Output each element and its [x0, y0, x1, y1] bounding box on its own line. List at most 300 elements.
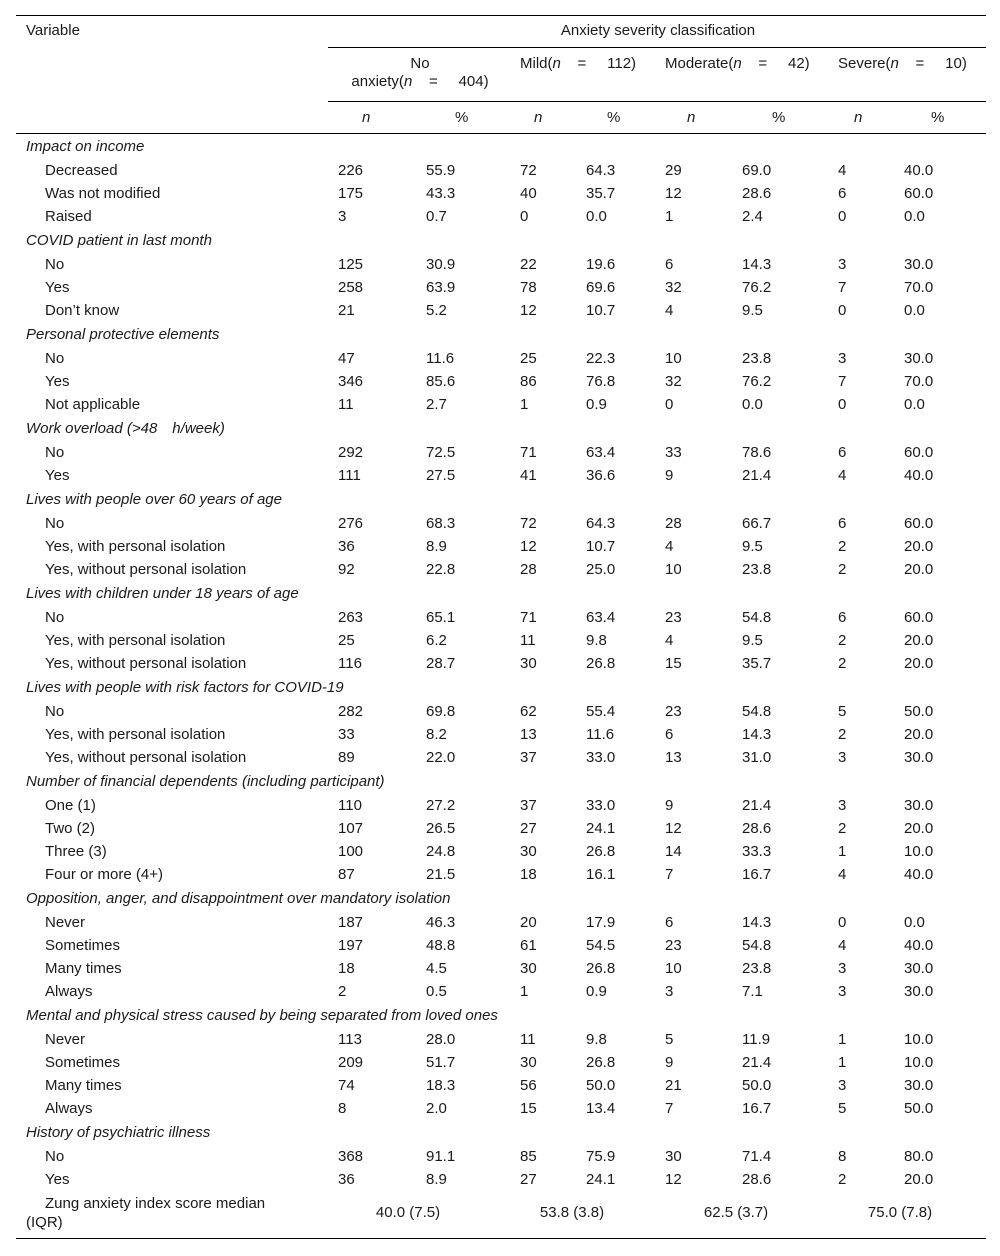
cell-count: 72 [520, 515, 537, 532]
cell-count: 85 [520, 1148, 537, 1165]
cell-percent: 35.7 [742, 655, 772, 672]
cell-count: 0 [665, 396, 674, 413]
header-group-moderate: Moderate(n = 42) [665, 55, 810, 72]
cell-count: 61 [520, 937, 537, 954]
cell-percent: 22.8 [426, 561, 456, 578]
cell-percent: 2.0 [426, 1100, 447, 1117]
row-label: Many times [45, 960, 122, 977]
cell-count: 276 [338, 515, 364, 532]
cell-count: 8 [838, 1148, 847, 1165]
cell-count: 3 [838, 1077, 847, 1094]
row-label: Sometimes [45, 1054, 121, 1071]
cell-count: 21 [338, 302, 355, 319]
cell-percent: 30.0 [904, 749, 934, 766]
row-label: Yes, with personal isolation [45, 726, 226, 743]
row-label: Yes, without personal isolation [45, 655, 247, 672]
cell-percent: 2.4 [742, 208, 763, 225]
cell-count: 2 [838, 632, 847, 649]
cell-count: 6 [838, 609, 847, 626]
section-title: Lives with people with risk factors for COVID-19 [26, 679, 344, 696]
cell-percent: 24.1 [586, 820, 616, 837]
cell-count: 74 [338, 1077, 355, 1094]
cell-percent: 6.2 [426, 632, 447, 649]
cell-count: 20 [520, 914, 537, 931]
stat-header-pct: % [931, 109, 945, 126]
cell-count: 78 [520, 279, 537, 296]
stat-header-n: n [687, 109, 696, 126]
cell-count: 21 [665, 1077, 682, 1094]
cell-count: 4 [838, 937, 847, 954]
cell-percent: 54.5 [586, 937, 616, 954]
cell-count: 9 [665, 467, 674, 484]
cell-count: 3 [838, 960, 847, 977]
cell-count: 3 [665, 983, 674, 1000]
cell-count: 30 [520, 960, 537, 977]
cell-count: 1 [520, 983, 529, 1000]
cell-count: 5 [665, 1031, 674, 1048]
cell-percent: 17.9 [586, 914, 616, 931]
footer-label: Zung anxiety index score median (IQR) [26, 1195, 266, 1231]
cell-count: 258 [338, 279, 364, 296]
cell-percent: 7.1 [742, 983, 763, 1000]
cell-count: 1 [665, 208, 674, 225]
cell-percent: 22.0 [426, 749, 456, 766]
cell-percent: 54.8 [742, 609, 772, 626]
cell-percent: 55.4 [586, 703, 616, 720]
section-title: Mental and physical stress caused by being separated from loved ones [26, 1007, 498, 1024]
cell-count: 47 [338, 350, 355, 367]
cell-count: 0 [520, 208, 529, 225]
cell-percent: 26.8 [586, 1054, 616, 1071]
cell-count: 28 [665, 515, 682, 532]
cell-percent: 27.5 [426, 467, 456, 484]
cell-count: 125 [338, 256, 364, 273]
cell-percent: 76.2 [742, 373, 772, 390]
section-title: Impact on income [26, 138, 145, 155]
cell-percent: 91.1 [426, 1148, 456, 1165]
row-label: Was not modified [45, 185, 161, 202]
cell-percent: 14.3 [742, 914, 772, 931]
cell-count: 0 [838, 396, 847, 413]
cell-count: 197 [338, 937, 364, 954]
cell-percent: 26.8 [586, 960, 616, 977]
cell-count: 368 [338, 1148, 364, 1165]
cell-count: 15 [665, 655, 682, 672]
group-header-rule [328, 101, 986, 102]
cell-percent: 50.0 [904, 703, 934, 720]
cell-count: 226 [338, 162, 364, 179]
row-label: No [45, 1148, 65, 1165]
header-group-title: Anxiety severity classification [560, 22, 756, 39]
cell-percent: 30.0 [904, 960, 934, 977]
cell-percent: 43.3 [426, 185, 456, 202]
cell-percent: 72.5 [426, 444, 456, 461]
cell-percent: 68.3 [426, 515, 456, 532]
cell-count: 23 [665, 703, 682, 720]
cell-count: 62 [520, 703, 537, 720]
cell-count: 12 [665, 1171, 682, 1188]
cell-percent: 9.5 [742, 302, 763, 319]
cell-count: 30 [520, 843, 537, 860]
header-group-severe: Severe(n = 10) [838, 55, 967, 72]
cell-percent: 63.9 [426, 279, 456, 296]
cell-percent: 16.7 [742, 1100, 772, 1117]
cell-percent: 20.0 [904, 655, 934, 672]
cell-percent: 40.0 [904, 937, 934, 954]
cell-percent: 8.9 [426, 538, 447, 555]
cell-percent: 40.0 [904, 162, 934, 179]
cell-percent: 30.0 [904, 983, 934, 1000]
cell-percent: 0.9 [586, 396, 607, 413]
cell-percent: 30.0 [904, 350, 934, 367]
cell-count: 116 [338, 655, 362, 672]
cell-percent: 20.0 [904, 726, 934, 743]
cell-percent: 46.3 [426, 914, 456, 931]
cell-count: 72 [520, 162, 537, 179]
cell-count: 7 [838, 373, 847, 390]
cell-percent: 10.7 [586, 538, 616, 555]
header-group-mild: Mild(n = 112) [520, 55, 637, 72]
cell-count: 4 [838, 162, 847, 179]
cell-count: 37 [520, 749, 537, 766]
cell-percent: 24.1 [586, 1171, 616, 1188]
cell-count: 33 [338, 726, 355, 743]
cell-count: 1 [838, 1031, 847, 1048]
cell-count: 28 [520, 561, 537, 578]
cell-percent: 14.3 [742, 726, 772, 743]
stat-header-n: n [854, 109, 863, 126]
cell-count: 1 [838, 1054, 847, 1071]
cell-percent: 36.6 [586, 467, 616, 484]
cell-percent: 8.9 [426, 1171, 447, 1188]
cell-percent: 30.0 [904, 1077, 934, 1094]
cell-percent: 76.8 [586, 373, 616, 390]
cell-count: 8 [338, 1100, 347, 1117]
cell-percent: 0.7 [426, 208, 447, 225]
cell-count: 9 [665, 797, 674, 814]
cell-percent: 11.6 [586, 726, 615, 743]
cell-count: 23 [665, 609, 682, 626]
cell-percent: 78.6 [742, 444, 772, 461]
cell-count: 87 [338, 866, 355, 883]
cell-count: 27 [520, 820, 537, 837]
section-title: History of psychiatric illness [26, 1124, 211, 1141]
cell-count: 113 [338, 1031, 362, 1048]
cell-count: 92 [338, 561, 355, 578]
cell-percent: 28.7 [426, 655, 456, 672]
cell-count: 4 [665, 632, 674, 649]
cell-count: 6 [665, 256, 674, 273]
cell-count: 6 [665, 726, 674, 743]
cell-percent: 0.5 [426, 983, 447, 1000]
row-label: One (1) [45, 797, 96, 814]
cell-count: 0 [838, 208, 847, 225]
stat-header-pct: % [607, 109, 621, 126]
cell-percent: 20.0 [904, 820, 934, 837]
cell-count: 346 [338, 373, 364, 390]
cell-count: 2 [338, 983, 347, 1000]
cell-count: 36 [338, 538, 355, 555]
row-label: Yes, with personal isolation [45, 538, 226, 555]
cell-count: 4 [665, 302, 674, 319]
stat-header-pct: % [455, 109, 469, 126]
cell-percent: 40.0 [904, 866, 934, 883]
header-bottom-rule [16, 133, 986, 134]
cell-percent: 21.4 [742, 797, 772, 814]
header-group-no-anxiety: No anxiety(n = 404) [351, 55, 489, 90]
section-title: Opposition, anger, and disappointment over mandatory isolation [26, 890, 451, 907]
cell-count: 40 [520, 185, 537, 202]
row-label: No [45, 444, 65, 461]
table-bottom-rule [16, 1238, 986, 1239]
cell-percent: 70.0 [904, 373, 934, 390]
cell-count: 9 [665, 1054, 674, 1071]
row-label: Yes [45, 1171, 70, 1188]
cell-percent: 0.0 [904, 914, 925, 931]
cell-percent: 23.8 [742, 561, 772, 578]
cell-percent: 13.4 [586, 1100, 616, 1117]
cell-percent: 22.3 [586, 350, 616, 367]
cell-count: 5 [838, 703, 847, 720]
cell-percent: 69.0 [742, 162, 772, 179]
cell-percent: 2.7 [426, 396, 447, 413]
row-label: Never [45, 914, 86, 931]
cell-count: 3 [838, 256, 847, 273]
cell-count: 0 [838, 302, 847, 319]
cell-percent: 20.0 [904, 1171, 934, 1188]
row-label: No [45, 515, 65, 532]
cell-percent: 21.4 [742, 1054, 772, 1071]
cell-percent: 63.4 [586, 609, 616, 626]
cell-percent: 0.0 [586, 208, 607, 225]
cell-percent: 76.2 [742, 279, 772, 296]
cell-count: 25 [520, 350, 537, 367]
cell-percent: 23.8 [742, 350, 772, 367]
cell-count: 2 [838, 538, 847, 555]
cell-count: 18 [338, 960, 355, 977]
cell-count: 13 [520, 726, 537, 743]
row-label: Yes, without personal isolation [45, 749, 247, 766]
cell-percent: 21.4 [742, 467, 772, 484]
cell-percent: 31.0 [742, 749, 772, 766]
cell-percent: 30.9 [426, 256, 456, 273]
cell-percent: 4.5 [426, 960, 447, 977]
cell-count: 3 [338, 208, 347, 225]
cell-percent: 20.0 [904, 632, 934, 649]
cell-count: 5 [838, 1100, 847, 1117]
cell-count: 111 [338, 467, 361, 484]
cell-percent: 60.0 [904, 444, 934, 461]
cell-percent: 24.8 [426, 843, 456, 860]
cell-count: 12 [520, 538, 537, 555]
cell-count: 33 [665, 444, 682, 461]
cell-count: 25 [338, 632, 355, 649]
cell-percent: 28.0 [426, 1031, 456, 1048]
cell-percent: 66.7 [742, 515, 772, 532]
row-label: Never [45, 1031, 86, 1048]
section-title: Personal protective elements [26, 326, 220, 343]
cell-count: 107 [338, 820, 364, 837]
cell-percent: 50.0 [586, 1077, 616, 1094]
cell-count: 2 [838, 561, 847, 578]
table-top-rule [16, 15, 986, 16]
footer-median-moderate: 62.5 (3.7) [703, 1204, 769, 1221]
cell-count: 11 [338, 396, 354, 413]
cell-count: 27 [520, 1171, 537, 1188]
row-label: No [45, 703, 65, 720]
row-label: Sometimes [45, 937, 121, 954]
cell-percent: 54.8 [742, 937, 772, 954]
cell-count: 14 [665, 843, 682, 860]
row-label: No [45, 350, 65, 367]
cell-count: 209 [338, 1054, 364, 1071]
row-label: Many times [45, 1077, 122, 1094]
group-title-rule [328, 47, 986, 48]
row-label: Yes [45, 467, 70, 484]
row-label: Two (2) [45, 820, 96, 837]
cell-count: 18 [520, 866, 537, 883]
cell-percent: 69.8 [426, 703, 456, 720]
cell-percent: 28.6 [742, 820, 772, 837]
cell-percent: 11.9 [742, 1031, 771, 1048]
cell-count: 56 [520, 1077, 537, 1094]
cell-percent: 33.0 [586, 797, 616, 814]
cell-percent: 9.5 [742, 538, 763, 555]
stat-header-n: n [534, 109, 543, 126]
cell-percent: 60.0 [904, 185, 934, 202]
cell-percent: 10.7 [586, 302, 616, 319]
cell-percent: 51.7 [426, 1054, 456, 1071]
cell-percent: 9.5 [742, 632, 763, 649]
cell-percent: 10.0 [904, 1031, 934, 1048]
cell-percent: 30.0 [904, 256, 934, 273]
row-label: Yes, with personal isolation [45, 632, 226, 649]
cell-count: 1 [838, 843, 847, 860]
cell-percent: 50.0 [904, 1100, 934, 1117]
cell-percent: 54.8 [742, 703, 772, 720]
cell-percent: 9.8 [586, 1031, 607, 1048]
cell-percent: 28.6 [742, 1171, 772, 1188]
section-title: COVID patient in last month [26, 232, 212, 249]
row-label: Yes [45, 373, 70, 390]
cell-percent: 19.6 [586, 256, 616, 273]
cell-count: 3 [838, 983, 847, 1000]
row-label: Three (3) [45, 843, 107, 860]
cell-count: 7 [665, 866, 674, 883]
cell-count: 4 [665, 538, 674, 555]
cell-count: 3 [838, 749, 847, 766]
cell-percent: 28.6 [742, 185, 772, 202]
cell-percent: 64.3 [586, 162, 616, 179]
cell-count: 36 [338, 1171, 355, 1188]
cell-percent: 26.8 [586, 655, 616, 672]
section-title: Lives with children under 18 years of age [26, 585, 299, 602]
cell-percent: 0.9 [586, 983, 607, 1000]
cell-percent: 0.0 [904, 396, 925, 413]
cell-percent: 10.0 [904, 1054, 934, 1071]
row-label: Four or more (4+) [45, 866, 163, 883]
cell-count: 12 [520, 302, 537, 319]
cell-percent: 75.9 [586, 1148, 616, 1165]
cell-count: 1 [520, 396, 529, 413]
cell-count: 30 [665, 1148, 682, 1165]
section-title: Number of financial dependents (including participant) [26, 773, 385, 790]
cell-percent: 63.4 [586, 444, 616, 461]
cell-percent: 48.8 [426, 937, 456, 954]
row-label: Don’t know [45, 302, 120, 319]
cell-count: 10 [665, 960, 682, 977]
cell-count: 6 [838, 515, 847, 532]
cell-count: 71 [520, 444, 537, 461]
cell-count: 187 [338, 914, 364, 931]
stat-header-pct: % [772, 109, 786, 126]
row-label: Always [45, 1100, 93, 1117]
cell-count: 4 [838, 866, 847, 883]
cell-count: 282 [338, 703, 364, 720]
cell-count: 12 [665, 185, 682, 202]
cell-percent: 18.3 [426, 1077, 456, 1094]
cell-percent: 33.3 [742, 843, 772, 860]
cell-percent: 16.7 [742, 866, 772, 883]
cell-percent: 27.2 [426, 797, 456, 814]
cell-percent: 30.0 [904, 797, 934, 814]
cell-count: 2 [838, 1171, 847, 1188]
row-label: Decreased [45, 162, 118, 179]
cell-count: 6 [838, 185, 847, 202]
cell-percent: 60.0 [904, 515, 934, 532]
cell-percent: 16.1 [586, 866, 616, 883]
row-label: Always [45, 983, 93, 1000]
cell-count: 32 [665, 373, 682, 390]
stat-header-n: n [362, 109, 371, 126]
cell-count: 6 [838, 444, 847, 461]
cell-percent: 23.8 [742, 960, 772, 977]
cell-count: 2 [838, 655, 847, 672]
footer-median-mild: 53.8 (3.8) [539, 1204, 605, 1221]
cell-percent: 11.6 [426, 350, 455, 367]
cell-percent: 85.6 [426, 373, 456, 390]
cell-count: 175 [338, 185, 364, 202]
cell-percent: 8.2 [426, 726, 447, 743]
cell-percent: 21.5 [426, 866, 456, 883]
cell-count: 13 [665, 749, 682, 766]
cell-percent: 65.1 [426, 609, 456, 626]
cell-count: 11 [520, 1031, 536, 1048]
cell-count: 292 [338, 444, 364, 461]
cell-percent: 40.0 [904, 467, 934, 484]
cell-count: 10 [665, 561, 682, 578]
cell-count: 30 [520, 1054, 537, 1071]
cell-percent: 70.0 [904, 279, 934, 296]
cell-percent: 0.0 [904, 302, 925, 319]
cell-count: 71 [520, 609, 537, 626]
cell-count: 86 [520, 373, 537, 390]
section-title: Lives with people over 60 years of age [26, 491, 282, 508]
cell-count: 41 [520, 467, 537, 484]
cell-percent: 80.0 [904, 1148, 934, 1165]
cell-percent: 9.8 [586, 632, 607, 649]
row-label: Yes [45, 279, 70, 296]
cell-count: 32 [665, 279, 682, 296]
cell-count: 15 [520, 1100, 537, 1117]
cell-percent: 25.0 [586, 561, 616, 578]
cell-count: 4 [838, 467, 847, 484]
cell-count: 10 [665, 350, 682, 367]
cell-percent: 69.6 [586, 279, 616, 296]
cell-percent: 26.8 [586, 843, 616, 860]
cell-count: 263 [338, 609, 364, 626]
cell-count: 3 [838, 797, 847, 814]
